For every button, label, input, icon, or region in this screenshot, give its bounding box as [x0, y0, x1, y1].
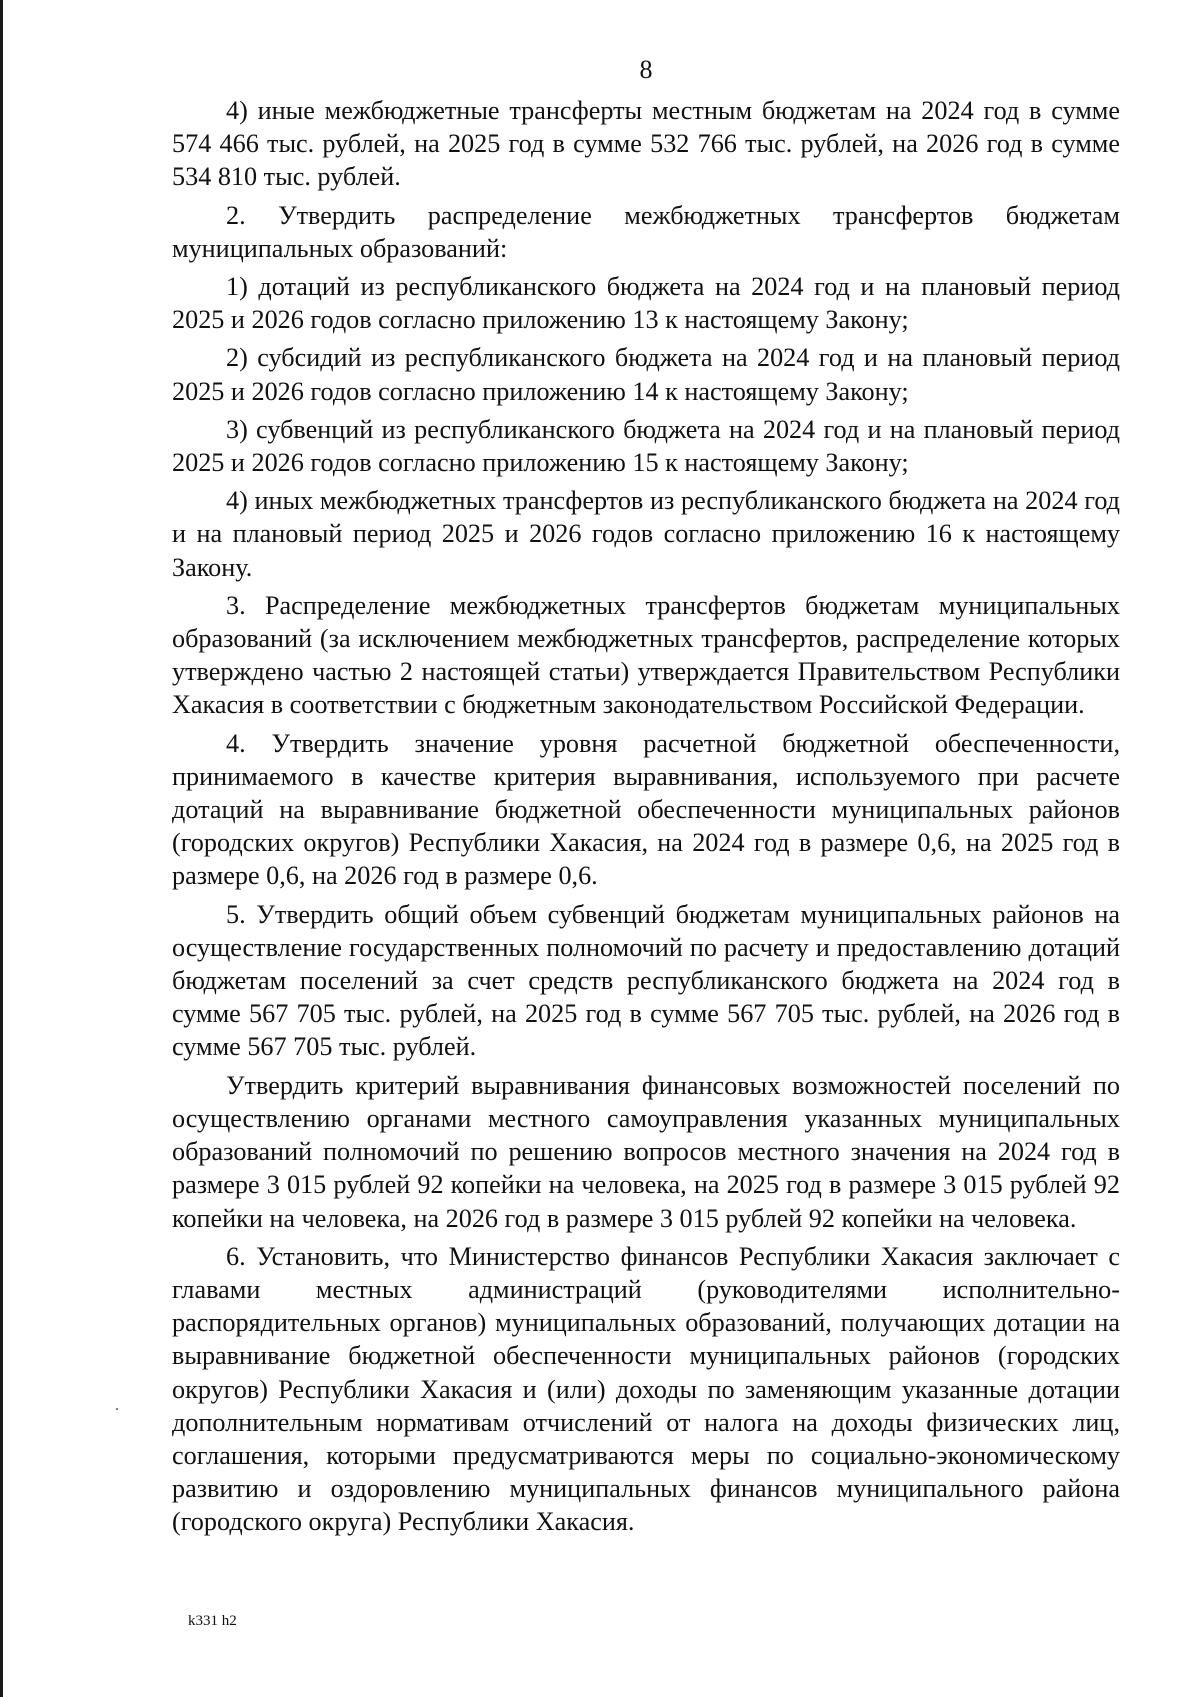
- footer-document-code: k331 h2: [188, 1613, 237, 1629]
- paragraph-3-government-distribution: 3. Распределение межбюджетных трансфертов бюджетам муниципальных образований (за исключением межбюджетных трансфертов, распределение которых утверждено частью 2 настоящей статьи) утверждается Правительством Республики Хакасия в соответствии с бюджетным законодательством Российской Федерации.: [172, 590, 1120, 720]
- page-number: 8: [639, 55, 653, 84]
- document-page: [172, 52, 1120, 1544]
- paragraph-2-distribution: 2. Утвердить распределение межбюджетных трансфертов бюджетам муниципальных образований:: [172, 200, 1120, 263]
- paragraph-6-agreements: 6. Установить, что Министерство финансов Республики Хакасия заключает с главами местных администраций (руководителями исполнительно-распорядительных органов) муниципальных образований, получающих дотации на выравнивание бюджетной обеспеченности муниципальных районов (городских округов) Республики Хакасия и (или) доходы по заменяющим указанные дотации дополнительным нормативам отчислений от налога на доходы физических лиц, соглашения, которыми предусматриваются меры по социально-экономическому развитию и оздоровлению муниципальных финансов муниципального района (городского округа) Республики Хакасия.: [172, 1241, 1120, 1537]
- paragraph-2-item-1-grants: 1) дотаций из республиканского бюджета на 2024 год и на плановый период 2025 и 2026 годов согласно приложению 13 к настоящему Закону;: [172, 272, 1120, 335]
- scan-speck: [116, 1408, 118, 1410]
- page-left-edge: [0, 0, 3, 1697]
- paragraph-2-item-4-other: 4) иных межбюджетных трансфертов из республиканского бюджета на 2024 год и на плановый период 2025 и 2026 годов согласно приложению 16 к настоящему Закону.: [172, 486, 1120, 582]
- paragraph-5-equalization-criterion: Утвердить критерий выравнивания финансовых возможностей поселений по осуществлению органами местного самоуправления указанных муниципальных образований полномочий по решению вопросов местного значения на 2024 год в размере 3 015 рублей 92 копейки на человека, на 2025 год в размере 3 015 рублей 92 копейки на человека, на 2026 год в размере 3 015 рублей 92 копейки на человека.: [172, 1070, 1120, 1233]
- paragraph-item-4-other-transfers: 4) иные межбюджетные трансферты местным бюджетам на 2024 год в сумме 574 466 тыс. рублей, на 2025 год в сумме 532 766 тыс. рублей, на 2026 год в сумме 534 810 тыс. рублей.: [172, 96, 1120, 192]
- paragraph-5-subventions-volume: 5. Утвердить общий объем субвенций бюджетам муниципальных районов на осуществление государственных полномочий по расчету и предоставлению дотаций бюджетам поселений за счет средств республиканского бюджета на 2024 год в сумме 567 705 тыс. рублей, на 2025 год в сумме 567 705 тыс. рублей, на 2026 год в сумме 567 705 тыс. рублей.: [172, 899, 1120, 1062]
- paragraph-4-equalization-level: 4. Утвердить значение уровня расчетной бюджетной обеспеченности, принимаемого в качестве критерия выравнивания, используемого при расчете дотаций на выравнивание бюджетной обеспеченности муниципальных районов (городских округов) Республики Хакасия, на 2024 год в размере 0,6, на 2025 год в размере 0,6, на 2026 год в размере 0,6.: [172, 728, 1120, 891]
- paragraph-2-item-3-subventions: 3) субвенций из республиканского бюджета на 2024 год и на плановый период 2025 и 2026 годов согласно приложению 15 к настоящему Закону;: [172, 414, 1120, 478]
- paragraph-2-item-2-subsidies: 2) субсидий из республиканского бюджета на 2024 год и на плановый период 2025 и 2026 годов согласно приложению 14 к настоящему Закону;: [172, 343, 1120, 406]
